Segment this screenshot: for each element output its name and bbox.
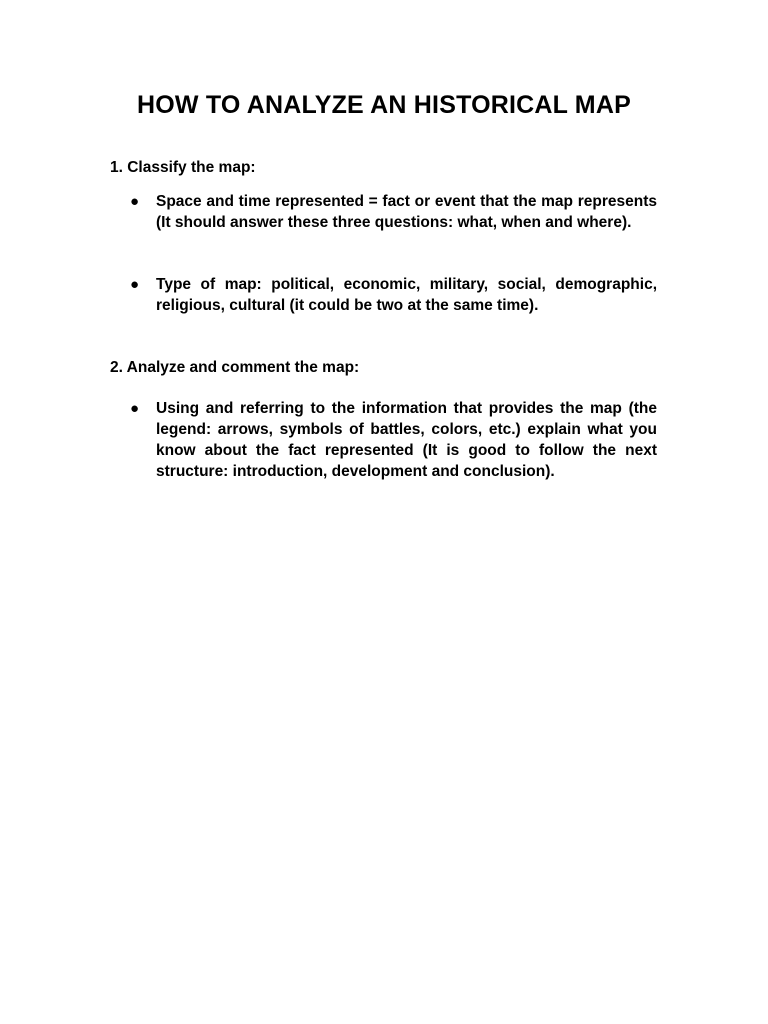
page-title: HOW TO ANALYZE AN HISTORICAL MAP xyxy=(137,91,631,119)
bullet-text-space-time: Space and time represented = fact or event that the map represents (It should answer these three questions: what, when and where). xyxy=(156,193,657,231)
section-heading-classify: 1. Classify the map: xyxy=(110,159,256,176)
section-heading-analyze: 2. Analyze and comment the map: xyxy=(110,359,360,376)
bullet-dot-icon: ● xyxy=(130,276,140,293)
list-item xyxy=(130,398,657,482)
bullet-text-type-of-map: Type of map: political, economic, military, social, demographic, religious, cultural (it could be two at the same time). xyxy=(156,276,657,314)
bullet-dot-icon: ● xyxy=(130,193,140,210)
bullet-text-analyze: Using and referring to the information that provides the map (the legend: arrows, symbols of battles, colors, etc.) explain what you know about the fact represented (It is good to follow the next structure: introduction, development and conclusion). xyxy=(156,400,657,480)
bullet-dot-icon: ● xyxy=(130,400,140,417)
list-item xyxy=(130,274,657,316)
list-item xyxy=(130,191,657,254)
